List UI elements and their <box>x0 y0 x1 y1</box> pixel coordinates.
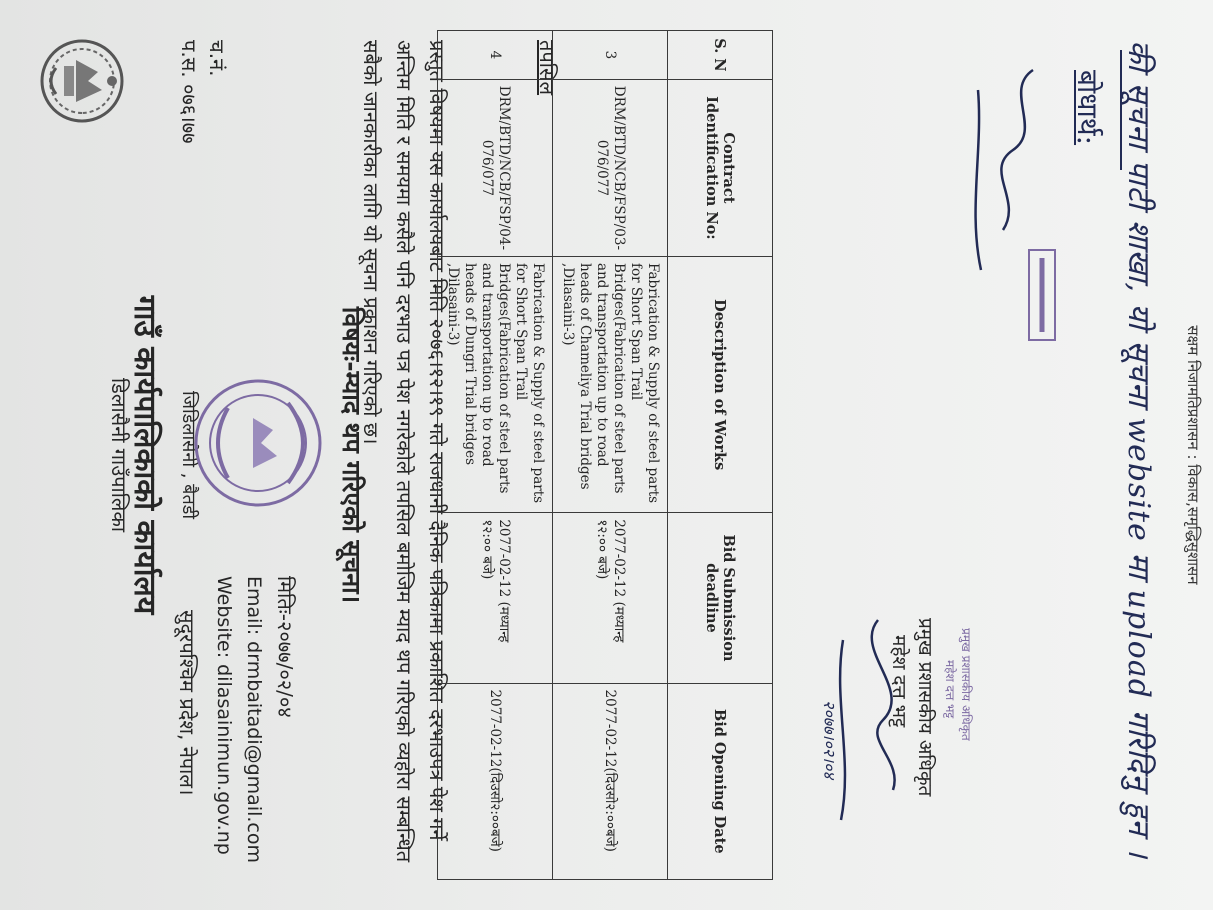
cell-description: Fabrication & Supply of steel parts for Short Span Trail Bridges(Fabrication of steel parts and transportation up to road heads of Dungri Trial bridges ,Dilasaini-3) <box>438 257 553 513</box>
reference-number: च.नं. <box>205 40 229 77</box>
officer-title: प्रमुख प्रशासकीय अधिकृत <box>914 618 936 797</box>
officer-stamp-name: महेश दत्त भट्ट <box>943 660 957 719</box>
header-opening-date: Bid Opening Date <box>668 683 773 879</box>
province-line: सुदूरपश्चिम प्रदेश, नेपाल। <box>175 610 199 796</box>
table-row <box>438 31 553 880</box>
cell-sn: 4 <box>438 31 553 80</box>
cell-deadline: 2077-02-12 (मध्यान्ह १२:०० बजे) <box>438 513 553 683</box>
letter-number: प.स. ०७६।७७ <box>177 40 201 144</box>
left-signature-icon <box>976 70 1033 270</box>
note-label: बोधार्थ: <box>1071 70 1104 146</box>
handwritten-note: की सूचना पाटी शाखा, यो सूचना website मा upload गरिदिनु हुन । <box>1121 40 1156 859</box>
officer-name: महेश दत्त भट्ट <box>888 635 910 728</box>
office-seal-stamp-icon <box>183 368 333 518</box>
notice-subject: विषयः-म्याद थप गरिएको सूचना। <box>337 306 366 604</box>
district-line: जिडिलासैनी , बैतडी <box>178 391 199 519</box>
header-sn: S. N <box>668 31 773 80</box>
signature-date: २०७७।०२।०४ <box>820 700 839 779</box>
notice-body: प्रस्तुत विषयमा यस कार्यालयबाट मिति २०७६।१२।१९ गते राजधानी दैनिक पत्रिकामा प्रकाशित दरभाउपत्र पेश गर्ने अन्तिम मिति र समयमा कसैले पनि दरभाउ पत्र पेश नगरेकोले तपसिल बमोजिम म्याद थप गरिएको व्यहोरा सम्बन्धित सबैको जानकारीका लागि यो सूचना प्रकाशन गरिएको छ। <box>359 40 449 863</box>
table-row <box>553 31 668 880</box>
left-name-stamp-icon <box>1029 250 1055 340</box>
email-line: Email: drmbaitadi@gmail.com <box>243 576 265 864</box>
cell-description: Fabrication & Supply of steel parts for Short Span Trail Bridges(Fabrication of steel parts and transportation up to road heads of Chameliya Trial bridges ,Dilasaini-3) <box>553 257 668 513</box>
header-contract-id: Contract Identification No: <box>668 79 773 256</box>
schedule-label: तपसिल <box>535 40 559 96</box>
cell-opening-date: 2077-02-12(दिउसो२:००बजे) <box>553 683 668 879</box>
office-title: गाउँ कार्यपालिकाको कार्यालय <box>127 295 162 615</box>
header-submission-deadline: Bid Submission deadline <box>668 513 773 683</box>
officer-stamp-title: प्रमुख प्रशासकीय अधिकृत <box>959 628 973 741</box>
header-description: Description of Works <box>668 257 773 513</box>
footer-motto: सक्षम निजामतिप्रशासन : विकास,समृद्धिसुशासन <box>1184 325 1202 585</box>
cell-contract-id: DRM/BTD/NCB/FSP/04-076/077 <box>438 79 553 256</box>
website-line: Website: dilasainimun.gov.np <box>213 576 235 855</box>
cell-opening-date: 2077-02-12(दिउसो२:००बजे) <box>438 683 553 879</box>
cell-sn: 3 <box>553 31 668 80</box>
cell-deadline: 2077-02-12 (मध्यान्ह १२:०० बजे) <box>553 513 668 683</box>
municipality-name: डिलासैनी गाउँपालिका <box>107 378 131 532</box>
cell-contract-id: DRM/BTD/NCB/FSP/03-076/077 <box>553 79 668 256</box>
table-header-row <box>668 31 773 880</box>
contracts-table <box>437 30 773 880</box>
letter-date: मितिः-२०७७/०२/०४ <box>273 576 297 718</box>
